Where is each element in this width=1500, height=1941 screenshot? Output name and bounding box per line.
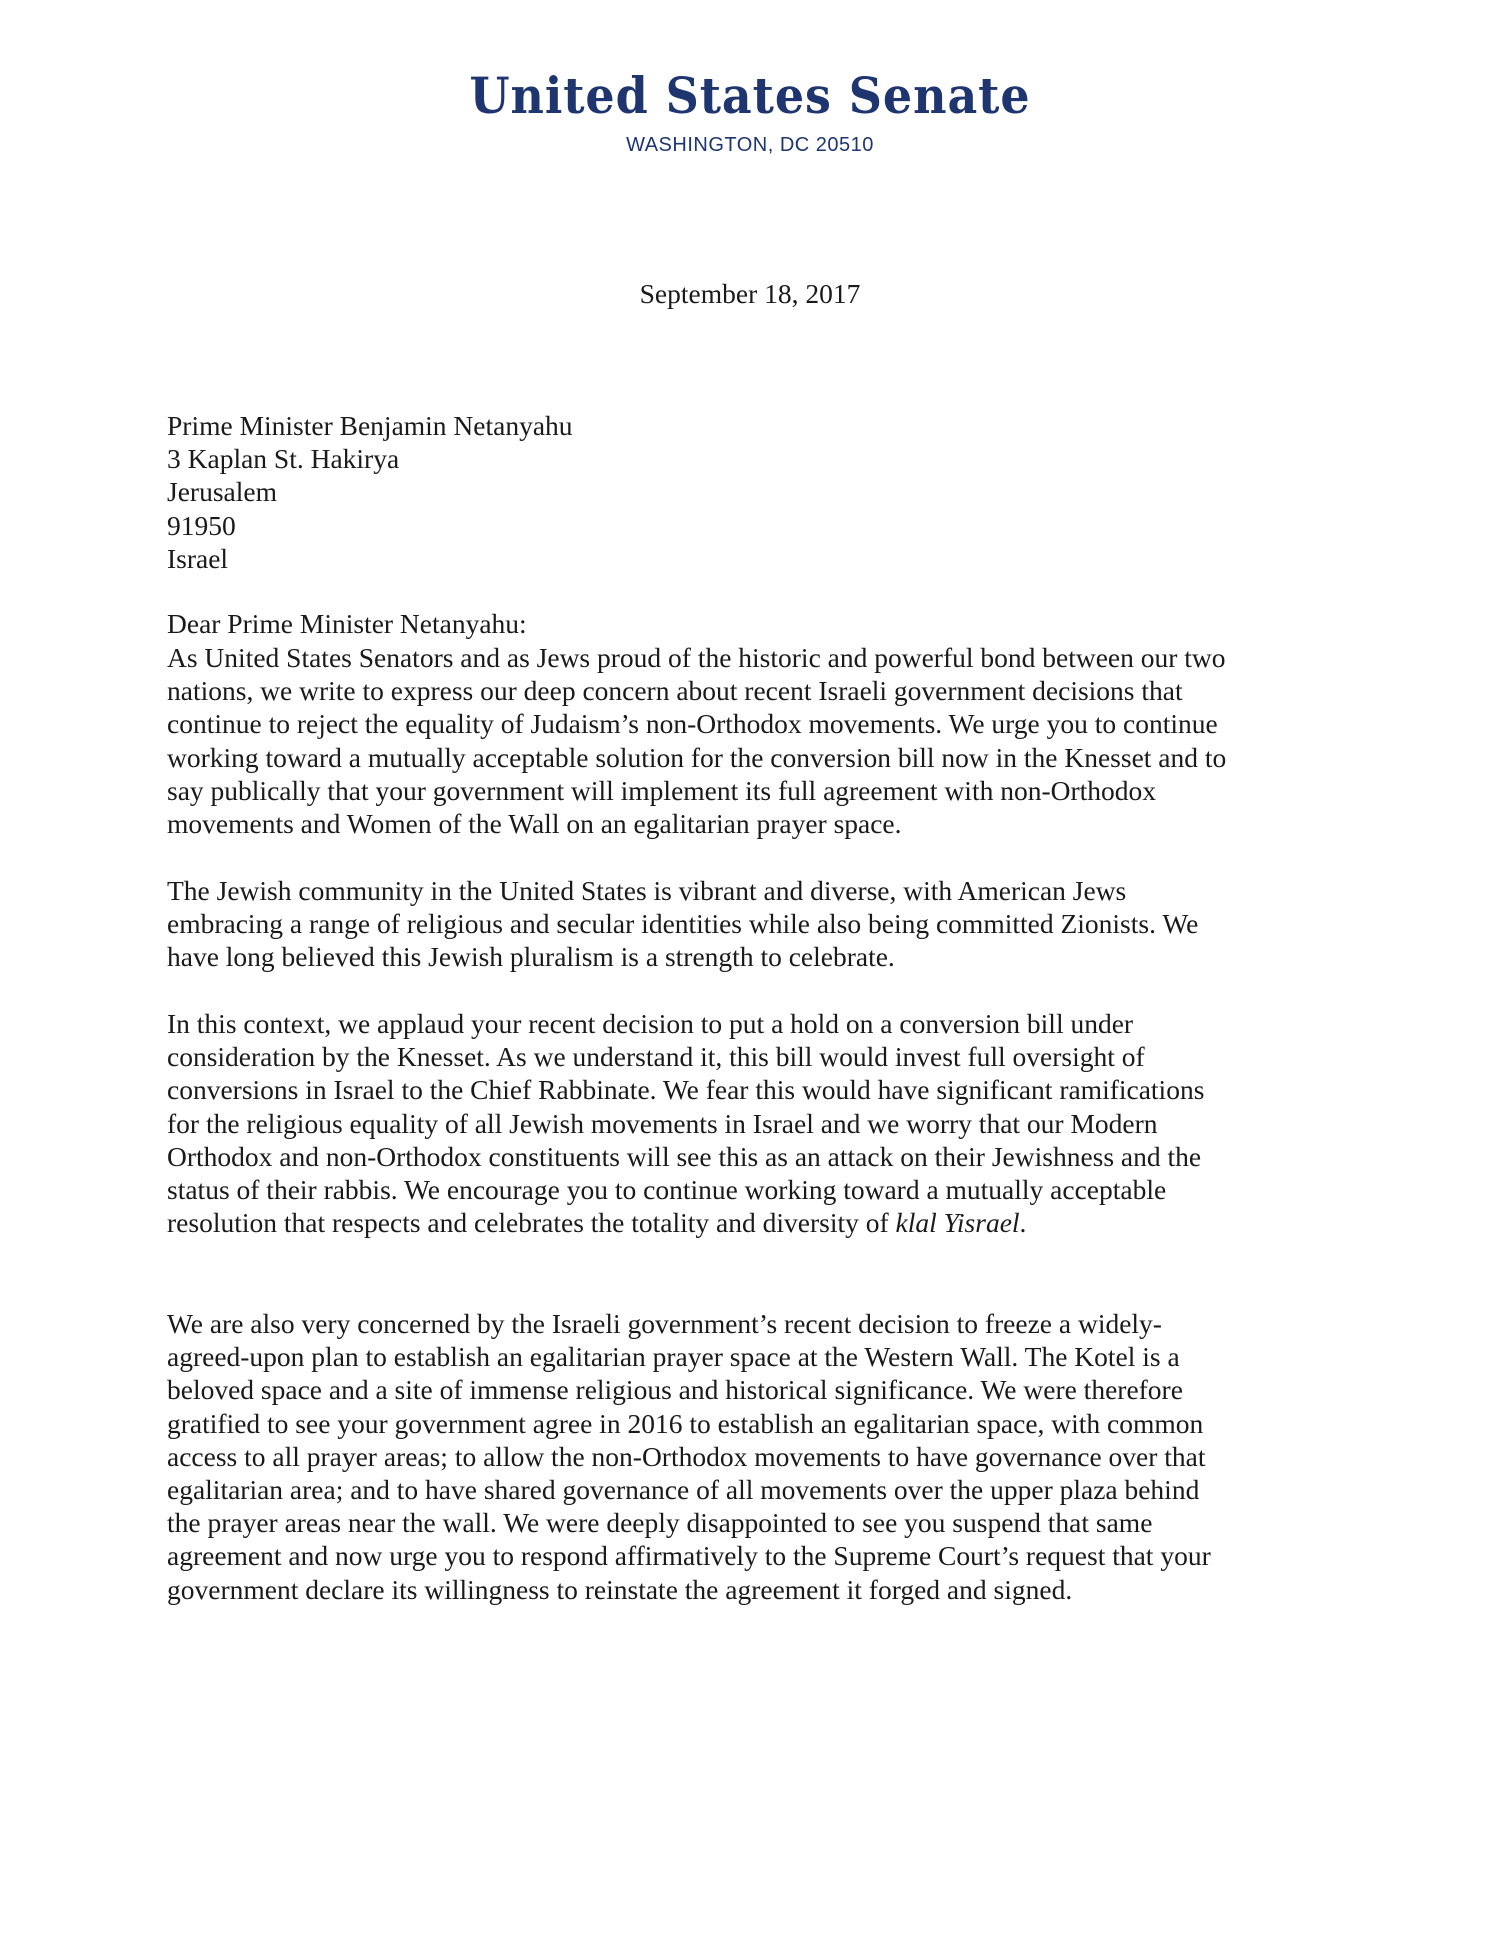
text-line: We are also very concerned by the Israeli government’s recent decision to freeze a widely- [167, 1308, 1162, 1339]
paragraph-3 [167, 1007, 1204, 1239]
text-line: egalitarian area; and to have shared governance of all movements over the upper plaza behind [167, 1474, 1200, 1506]
text-line: have long believed this Jewish pluralism is a strength to celebrate. [167, 941, 895, 973]
text-segment: . [1019, 1207, 1027, 1239]
text-line: In this context, we applaud your recent decision to put a hold on a conversion bill under [167, 1008, 1134, 1039]
paragraph-1 [167, 641, 1226, 840]
salutation: Dear Prime Minister Netanyahu: [167, 608, 527, 639]
address-line: 3 Kaplan St. Hakirya [167, 443, 400, 475]
address-line: Prime Minister Benjamin Netanyahu [167, 410, 573, 441]
text-line: embracing a range of religious and secular identities while also being committed Zionists. We [167, 908, 1199, 940]
text-line: nations, we write to express our deep concern about recent Israeli government decisions that [167, 675, 1183, 707]
text-line [167, 1206, 1204, 1239]
paragraph-4 [167, 1307, 1211, 1606]
letterhead-city: WASHINGTON, DC 20510 [626, 134, 874, 156]
text-line: beloved space and a site of immense religious and historical significance. We were therefore [167, 1374, 1183, 1406]
text-line: movements and Women of the Wall on an egalitarian prayer space. [167, 808, 902, 840]
recipient-address [167, 409, 573, 575]
text-line: status of their rabbis. We encourage you to continue working toward a mutually acceptable [167, 1174, 1167, 1206]
address-line: Israel [167, 542, 229, 574]
text-line: agreement and now urge you to respond affirmatively to the Supreme Court’s request that your [167, 1540, 1211, 1572]
text-line: the prayer areas near the wall. We were deeply disappointed to see you suspend that same [167, 1507, 1153, 1539]
text-line: The Jewish community in the United States is vibrant and diverse, with American Jews [167, 875, 1127, 906]
paragraph-2 [167, 874, 1198, 974]
address-line: 91950 [167, 509, 236, 541]
text-line: gratified to see your government agree in 2016 to establish an egalitarian space, with common [167, 1407, 1204, 1439]
text-segment: resolution that respects and celebrates the totality and diversity of [167, 1207, 896, 1239]
text-line: agreed-upon plan to establish an egalitarian prayer space at the Western Wall. The Kotel is a [167, 1341, 1180, 1373]
italic-term: klal Yisrael [895, 1207, 1020, 1239]
text-line: say publically that your government will implement its full agreement with non-Orthodox [167, 774, 1157, 806]
text-line: As United States Senators and as Jews proud of the historic and powerful bond between our two [167, 642, 1226, 673]
address-line: Jerusalem [167, 476, 277, 508]
letter-date: September 18, 2017 [639, 278, 861, 309]
text-line: working toward a mutually acceptable solution for the conversion bill now in the Knesset and to [167, 741, 1227, 773]
text-line: consideration by the Knesset. As we understand it, this bill would invest full oversight of [167, 1041, 1145, 1073]
text-line: continue to reject the equality of Judaism’s non-Orthodox movements. We urge you to continue [167, 708, 1218, 740]
text-line: conversions in Israel to the Chief Rabbinate. We fear this would have significant ramifications [167, 1074, 1205, 1106]
text-line: Orthodox and non-Orthodox constituents will see this as an attack on their Jewishness and the [167, 1140, 1202, 1172]
text-line: access to all prayer areas; to allow the non-Orthodox movements to have governance over that [167, 1440, 1206, 1472]
text-line: for the religious equality of all Jewish movements in Israel and we worry that our Modern [167, 1107, 1158, 1139]
letterhead-title: United States Senate [469, 66, 1031, 125]
text-line: government declare its willingness to reinstate the agreement it forged and signed. [167, 1573, 1073, 1605]
